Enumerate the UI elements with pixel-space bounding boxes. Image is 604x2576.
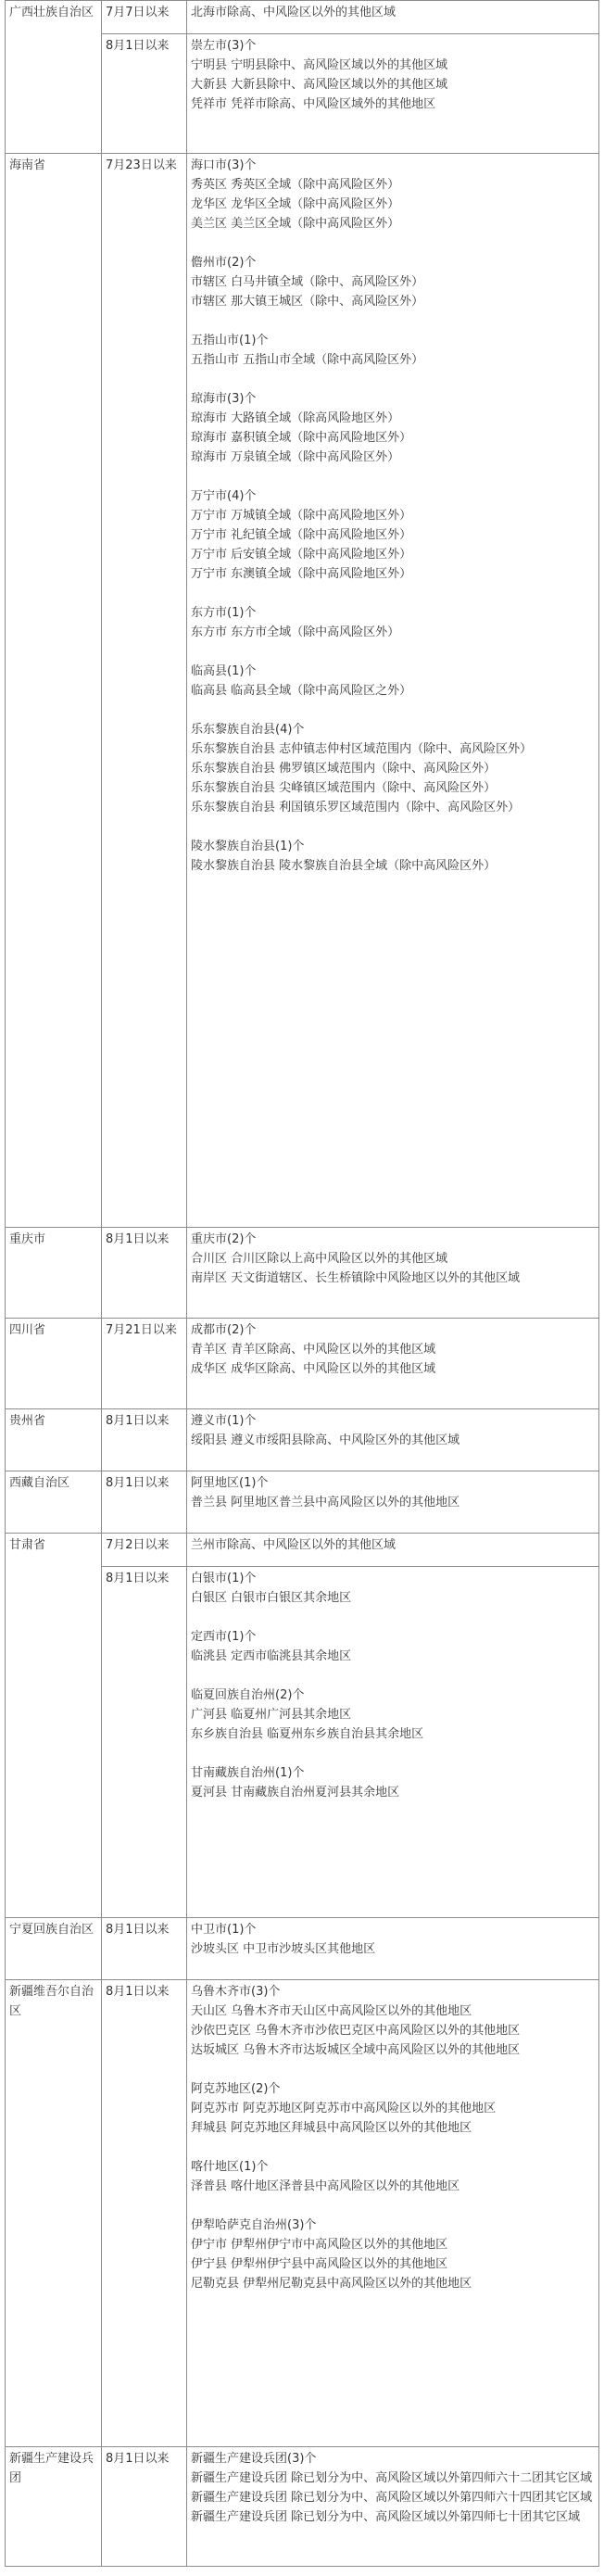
area-line: 东方市 东方市全域（除中高风险区外） (191, 625, 400, 639)
area-line: 阿克苏地区(2)个 (191, 2081, 281, 2096)
date-cell: 8月1日以来 (102, 2446, 187, 2566)
province-cell: 新疆维吾尔自治区 (6, 1979, 102, 2446)
area-line: 临洮县 定西市临洮县其余地区 (191, 1648, 352, 1663)
province-cell: 西藏自治区 (6, 1471, 102, 1534)
area-list-cell (187, 1228, 599, 1319)
province-cell: 宁夏回族自治区 (6, 1917, 102, 1979)
area-list-cell (187, 1471, 599, 1534)
area-line: 琼海市 大路镇全域（除高风险地区外） (191, 410, 400, 425)
area-line: 夏河县 甘南藏族自治州夏河县其余地区 (191, 1785, 400, 1799)
area-line: 东方市(1)个 (191, 605, 257, 620)
area-line: 龙华区 龙华区全域（除中高风险区外） (191, 196, 400, 211)
area-line: 沙坡头区 中卫市沙坡头区其他地区 (191, 1941, 376, 1956)
area-line: 市辖区 白马井镇全域（除中、高风险区外） (191, 274, 424, 289)
area-line: 伊宁县 伊犁州伊宁县中高风险区以外的其他地区 (191, 2256, 448, 2271)
spacer-line (191, 584, 595, 603)
area-list-cell (187, 1917, 599, 1979)
area-line: 南岸区 天文街道辖区、长生桥镇除中风险地区以外的其他区域 (191, 1271, 521, 1286)
area-line: 白银区 白银市白银区其余地区 (191, 1590, 352, 1605)
table-row (6, 1, 599, 34)
spacer-line (191, 234, 595, 253)
area-line: 成都市(2)个 (191, 1323, 257, 1338)
province-cell: 新疆生产建设兵团 (6, 2446, 102, 2566)
area-line: 乐东黎族自治县(4)个 (191, 722, 305, 737)
area-line: 崇左市(3)个 (191, 38, 257, 53)
area-line: 临高县 临高县全域（除中高风险区之外） (191, 683, 412, 698)
area-line: 市辖区 那大镇王城区（除中、高风险区外） (191, 294, 424, 309)
area-line: 秀英区 秀英区全域（除中高风险区外） (191, 177, 400, 192)
area-line: 伊宁市 伊犁州伊宁市中高风险区以外的其他地区 (191, 2237, 448, 2252)
area-line: 遵义市(1)个 (191, 1414, 257, 1429)
area-list-cell (187, 2446, 599, 2566)
area-line: 大新县 大新县除中、高风险区域以外的其他区域 (191, 77, 448, 92)
table-row (6, 1534, 599, 1567)
table-body (6, 1, 599, 2567)
area-list-cell (187, 1534, 599, 1567)
area-line: 海口市(3)个 (191, 158, 257, 172)
area-line: 新疆生产建设兵团(3)个 (191, 2451, 317, 2466)
spacer-line (191, 2138, 595, 2157)
province-cell: 重庆市 (6, 1228, 102, 1319)
area-line: 乌鲁木齐市(3)个 (191, 1984, 281, 1999)
date-cell: 8月1日以来 (102, 1566, 187, 1917)
table-row (6, 1917, 599, 1979)
area-line: 青羊区 青羊区除高、中风险区以外的其他区域 (191, 1343, 436, 1357)
area-line: 万宁市 东澳镇全域（除中高风险地区外） (191, 566, 412, 581)
date-cell: 8月1日以来 (102, 1979, 187, 2446)
date-cell: 8月1日以来 (102, 1409, 187, 1471)
area-line: 兰州市除高、中风险区以外的其他区域 (191, 1538, 396, 1553)
area-line: 乐东黎族自治县 志仲镇志仲村区域范围内（除中、高风险区外） (191, 741, 533, 756)
area-line: 乐东黎族自治县 尖峰镇区域范围内（除中、高风险区外） (191, 780, 497, 795)
area-line: 琼海市 嘉积镇全域（除中高风险地区外） (191, 430, 412, 445)
area-line: 达坂城区 乌鲁木齐市达坂城区全域中高风险区以外的其他地区 (191, 2042, 521, 2057)
spacer-line (191, 1666, 595, 1686)
area-line: 普兰县 阿里地区普兰县中高风险区以外的其他地区 (191, 1496, 460, 1510)
risk-area-table (5, 0, 599, 2567)
province-cell: 贵州省 (6, 1409, 102, 1471)
province-cell: 海南省 (6, 153, 102, 1227)
area-list-cell (187, 1979, 599, 2446)
spacer-line (191, 311, 595, 331)
area-line: 新疆生产建设兵团 除已划分为中、高风险区域以外第四师七十团其它区域 (191, 2509, 581, 2524)
date-cell: 7月7日以来 (102, 1, 187, 34)
area-line: 合川区 合川区除以上高中风险区以外的其他区域 (191, 1252, 448, 1267)
area-line: 阿克苏市 阿克苏地区阿克苏市中高风险区以外的其他地区 (191, 2101, 497, 2115)
area-line: 伊犁哈萨克自治州(3)个 (191, 2217, 317, 2232)
area-line: 临夏回族自治州(2)个 (191, 1687, 305, 1702)
area-list-cell (187, 153, 599, 1227)
spacer-line (191, 642, 595, 662)
area-line: 北海市除高、中风险区以外的其他区域 (191, 6, 396, 19)
province-cell: 四川省 (6, 1319, 102, 1409)
area-line: 万宁市 万城镇全域（除中高风险地区外） (191, 508, 412, 523)
area-line: 喀什地区(1)个 (191, 2159, 269, 2174)
area-line: 成华区 成华区除高、中风险区以外的其他区域 (191, 1362, 436, 1377)
area-line: 泽普县 喀什地区泽普县中高风险区以外的其他地区 (191, 2178, 460, 2193)
area-line: 凭祥市 凭祥市除高、中风险区域外的其他地区 (191, 96, 436, 111)
area-line: 五指山市(1)个 (191, 333, 269, 347)
date-cell: 8月1日以来 (102, 1917, 187, 1979)
area-line: 万宁市 礼纪镇全域（除中高风险地区外） (191, 527, 412, 542)
area-line: 新疆生产建设兵团 除已划分为中、高风险区域以外第四师六十四团其它区域 (191, 2490, 593, 2505)
table-row (6, 1409, 599, 1471)
area-list-cell (187, 1, 599, 34)
table-row (6, 2446, 599, 2566)
spacer-line (191, 817, 595, 837)
area-line: 重庆市(2)个 (191, 1232, 257, 1247)
date-cell: 7月21日以来 (102, 1319, 187, 1409)
date-cell: 8月1日以来 (102, 33, 187, 153)
area-line: 陵水黎族自治县(1)个 (191, 839, 305, 853)
area-line: 天山区 乌鲁木齐市天山区中高风险区以外的其他地区 (191, 2003, 472, 2018)
area-line: 万宁市(4)个 (191, 488, 257, 503)
table-row (6, 153, 599, 1227)
area-line: 东乡族自治县 临夏州东乡族自治县其余地区 (191, 1726, 424, 1741)
area-line: 拜城县 阿克苏地区拜城县中高风险区以外的其他地区 (191, 2120, 472, 2135)
area-line: 五指山市 五指山市全域（除中高风险区外） (191, 352, 424, 367)
spacer-line (191, 2060, 595, 2079)
table-row (6, 1319, 599, 1409)
area-line: 乐东黎族自治县 佛罗镇区域范围内（除中、高风险区外） (191, 761, 497, 776)
table-row (6, 1228, 599, 1319)
spacer-line (191, 370, 595, 389)
area-list-cell (187, 33, 599, 153)
table-row (6, 1471, 599, 1534)
area-line: 陵水黎族自治县 陵水黎族自治县全域（除中高风险区外） (191, 858, 497, 873)
area-line: 琼海市 万泉镇全域（除中高风险区外） (191, 449, 400, 464)
area-line: 阿里地区(1)个 (191, 1476, 269, 1491)
spacer-line (191, 1608, 595, 1627)
date-cell: 8月1日以来 (102, 1471, 187, 1534)
spacer-line (191, 2196, 595, 2216)
date-cell: 7月2日以来 (102, 1534, 187, 1567)
spacer-line (191, 701, 595, 720)
area-line: 沙依巴克区 乌鲁木齐市沙依巴克区中高风险区以外的其他地区 (191, 2023, 521, 2038)
area-line: 乐东黎族自治县 利国镇乐罗区域范围内（除中、高风险区外） (191, 800, 521, 814)
area-line: 白银市(1)个 (191, 1571, 257, 1585)
area-line: 儋州市(2)个 (191, 255, 257, 270)
table-row (6, 1979, 599, 2446)
province-cell: 广西壮族自治区 (6, 1, 102, 154)
area-line: 美兰区 美兰区全域（除中高风险区外） (191, 216, 400, 231)
area-line: 尼勒克县 伊犁州尼勒克县中高风险区以外的其他地区 (191, 2276, 472, 2291)
area-line: 临高县(1)个 (191, 663, 257, 678)
area-line: 万宁市 后安镇全域（除中高风险地区外） (191, 547, 412, 562)
area-line: 琼海市(3)个 (191, 391, 257, 406)
area-list-cell (187, 1566, 599, 1917)
area-list-cell (187, 1409, 599, 1471)
area-line: 广河县 临夏州广河县其余地区 (191, 1707, 352, 1722)
area-line: 定西市(1)个 (191, 1629, 257, 1644)
province-cell: 甘肃省 (6, 1534, 102, 1918)
spacer-line (191, 1744, 595, 1763)
area-line: 宁明县 宁明县除中、高风险区域以外的其他区域 (191, 57, 448, 72)
area-line: 中卫市(1)个 (191, 1922, 257, 1937)
spacer-line (191, 467, 595, 486)
area-line: 甘南藏族自治州(1)个 (191, 1765, 305, 1780)
area-line: 新疆生产建设兵团 除已划分为中、高风险区域以外第四师六十二团其它区域 (191, 2470, 593, 2485)
area-list-cell (187, 1319, 599, 1409)
area-line: 绥阳县 遵义市绥阳县除高、中风险区外的其他区域 (191, 1433, 460, 1448)
date-cell: 7月23日以来 (102, 153, 187, 1227)
date-cell: 8月1日以来 (102, 1228, 187, 1319)
